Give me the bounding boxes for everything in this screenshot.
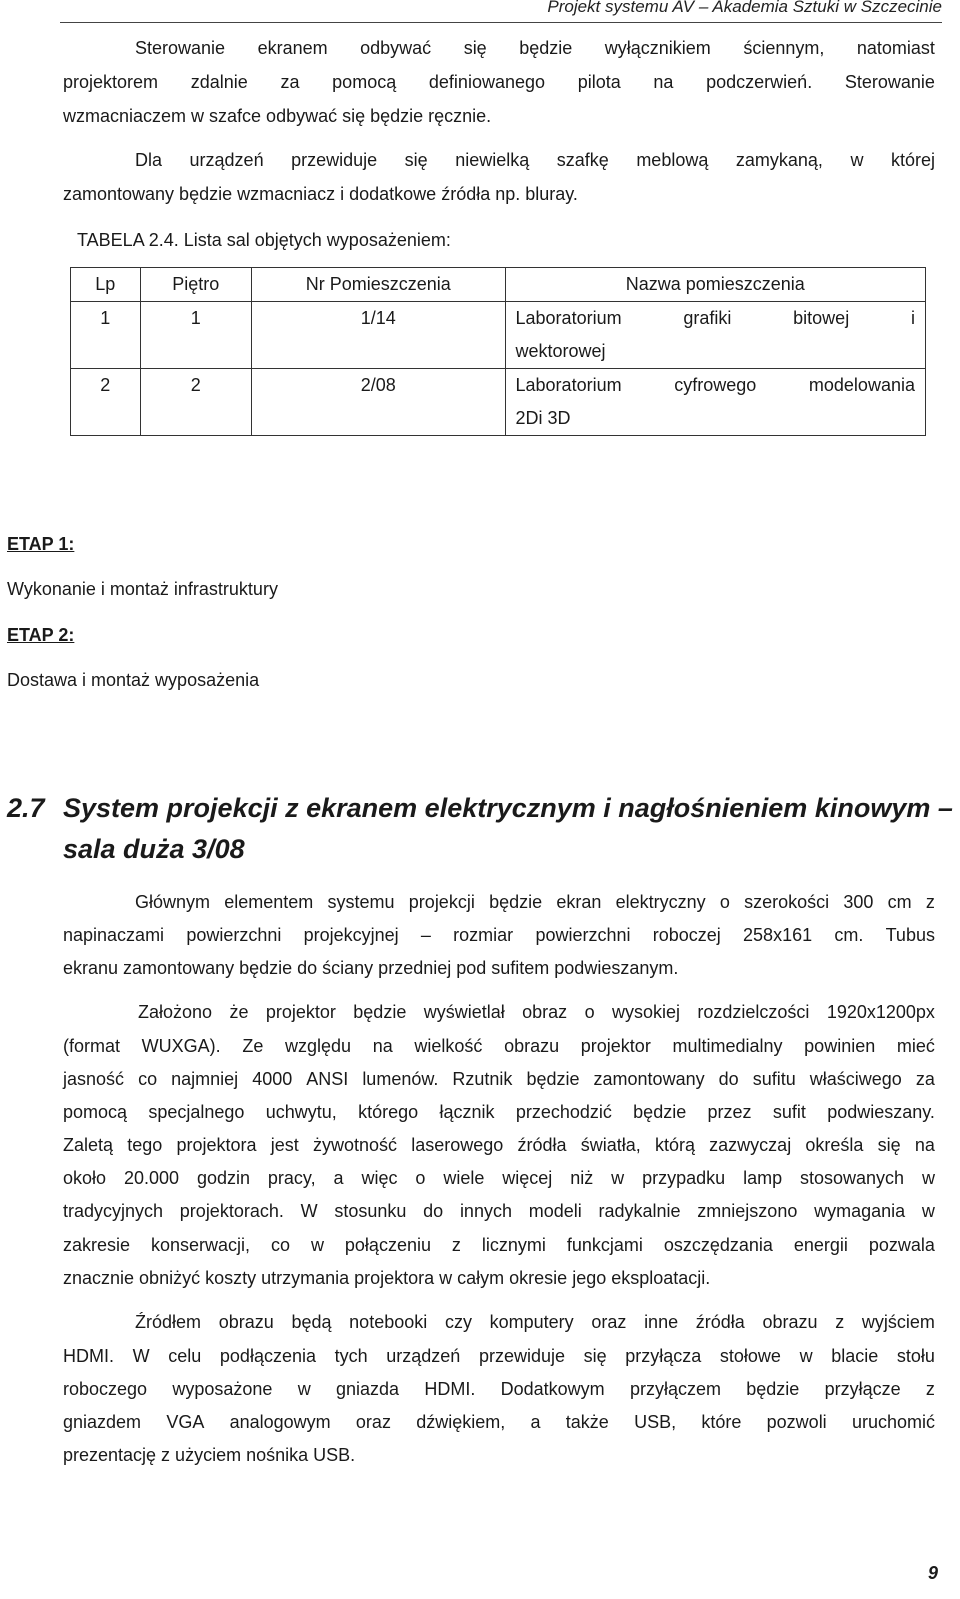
table-header-row (71, 268, 926, 302)
word: w (310, 1235, 324, 1255)
word: w (922, 1168, 935, 1188)
word: wyjściem (861, 1312, 935, 1332)
word: rozdzielczości (697, 1002, 810, 1022)
cell-lp: 2 (71, 369, 141, 436)
cell-room-number: 2/08 (251, 369, 505, 436)
word: 20.000 (123, 1168, 180, 1188)
word: obrazu (504, 1036, 560, 1056)
word: powierzchni (186, 925, 282, 945)
p3-line-4 (63, 1410, 935, 1434)
word: powierzchni (535, 925, 631, 945)
word: gniazda (335, 1379, 400, 1399)
word: Rzutnik (452, 1069, 513, 1089)
cell-floor: 2 (140, 369, 251, 436)
p2-line-1 (138, 1000, 935, 1024)
section-title-line-1: System projekcji z ekranem elektrycznym i nagłośnieniem kinowym – (63, 793, 953, 823)
section-number: 2.7 (7, 793, 45, 823)
word: wielkość (414, 1036, 483, 1056)
word: 1920x1200px (826, 1002, 935, 1022)
word: że (229, 1002, 249, 1022)
word: żywotność (312, 1135, 397, 1155)
word: przewiduje (478, 1346, 565, 1366)
word: systemu (327, 892, 395, 912)
word: celu (168, 1346, 202, 1366)
p2-line-9: znacznie obniżyć koszty utrzymania projektora w całym okresie jego eksploatacji. (63, 1268, 711, 1288)
word: zamykaną, (735, 150, 823, 170)
cell-lp: 1 (71, 302, 141, 369)
word: WUXGA). (141, 1036, 221, 1056)
word: właściwego (809, 1069, 902, 1089)
word: ekran (556, 892, 602, 912)
cell-room-name (505, 302, 925, 369)
word: się (877, 1135, 901, 1155)
word: sufit (772, 1102, 806, 1122)
word: na (372, 1036, 393, 1056)
word: będzie (353, 1002, 407, 1022)
word: szerokości (744, 892, 830, 912)
word: i (910, 308, 915, 328)
word: się (463, 38, 487, 58)
intro-p1-line-3: wzmacniaczem w szafce odbywać się będzie ręcznie. (63, 106, 492, 126)
word: w (297, 1379, 311, 1399)
word: obrazu (762, 1312, 818, 1332)
word: pomocą (332, 72, 397, 92)
word: wymagania (814, 1201, 906, 1221)
word: w (921, 1201, 935, 1221)
etap-1-text: Wykonanie i montaż infrastruktury (7, 579, 278, 599)
word: połączeniu (344, 1235, 431, 1255)
word: więcej (502, 1168, 553, 1188)
word: za (280, 72, 300, 92)
word: 258x161 (743, 925, 813, 945)
word: czy (444, 1312, 472, 1332)
word: będą (291, 1312, 332, 1332)
word: oraz (355, 1412, 391, 1432)
table-caption: TABELA 2.4. Lista sal objętych wyposażeniem: (77, 230, 451, 250)
word: będzie (633, 1102, 687, 1122)
word: komputery (489, 1312, 574, 1332)
word: Zaletą (63, 1135, 114, 1155)
word: projektora (176, 1135, 257, 1155)
word: uchwytu, (265, 1102, 337, 1122)
word: około (63, 1168, 107, 1188)
word: natomiast (856, 38, 935, 58)
word: Założono (138, 1002, 213, 1022)
word: USB, (634, 1412, 677, 1432)
word: z (925, 1379, 935, 1399)
p2-line-4 (63, 1100, 935, 1124)
word: podczerwień. (706, 72, 813, 92)
word: pracy, (267, 1168, 316, 1188)
p2-line-6 (63, 1166, 935, 1190)
word: elementem (224, 892, 314, 912)
word: wiele (443, 1168, 485, 1188)
word: zazwyczaj (709, 1135, 792, 1155)
word: w (799, 1346, 813, 1366)
word: tych (334, 1346, 368, 1366)
header-room-number: Nr Pomieszczenia (251, 268, 505, 302)
word: definiowanego (428, 72, 546, 92)
word: o (415, 1168, 426, 1188)
word: obrazu (218, 1312, 274, 1332)
word: Dla (135, 150, 163, 170)
word: przechodzić (515, 1102, 612, 1122)
word: modelowania (808, 375, 915, 395)
p3-line-3 (63, 1377, 935, 1401)
word: inne (644, 1312, 679, 1332)
word: bitowej (793, 308, 850, 328)
word: (format (63, 1036, 121, 1056)
word: podłączenia (219, 1346, 316, 1366)
word: łącznik (439, 1102, 495, 1122)
word: co (270, 1235, 290, 1255)
intro-p2-line-1 (135, 148, 935, 172)
section-title-line-2: sala duża 3/08 (63, 834, 245, 864)
word: niż (570, 1168, 594, 1188)
table-row (71, 302, 926, 369)
word: projektorach. (179, 1201, 284, 1221)
p1-line-3: ekranu zamontowany będzie do ściany przedniej pod sufitem podwieszanym. (63, 958, 679, 978)
word: o (584, 1002, 595, 1022)
p3-line-2 (63, 1344, 935, 1368)
word: wyłącznikiem (604, 38, 711, 58)
word: pozwoli (766, 1412, 827, 1432)
word: funkcjami (566, 1235, 643, 1255)
word: stosunku (334, 1201, 407, 1221)
word: analogowym (229, 1412, 331, 1432)
word: Ze (242, 1036, 264, 1056)
word: jasność (63, 1069, 125, 1089)
word: Tubus (885, 925, 935, 945)
word: przyłączem (629, 1379, 721, 1399)
word: 4000 (252, 1069, 293, 1089)
word: obraz (522, 1002, 568, 1022)
word: wyświetlał (423, 1002, 505, 1022)
header-floor: Piętro (140, 268, 251, 302)
word: sufitu (752, 1069, 796, 1089)
word: cm. (834, 925, 864, 945)
word: źródła (695, 1312, 745, 1332)
word: a (530, 1412, 541, 1432)
word: ściennym, (743, 38, 825, 58)
word: uruchomić (851, 1412, 935, 1432)
word: także (565, 1412, 609, 1432)
word: modeli (528, 1201, 582, 1221)
word: W (132, 1346, 150, 1366)
p3-line-1 (135, 1310, 935, 1334)
word: a (333, 1168, 344, 1188)
word: co (138, 1069, 158, 1089)
word: multimedialny (672, 1036, 783, 1056)
word: blacie (831, 1346, 879, 1366)
word: ANSI (306, 1069, 349, 1089)
word: rozmiar (453, 925, 514, 945)
word: Sterowanie (844, 72, 935, 92)
table-row (71, 369, 926, 436)
cell-floor: 1 (140, 302, 251, 369)
word: stołu (896, 1346, 935, 1366)
word: oraz (591, 1312, 627, 1332)
word: VGA (166, 1412, 205, 1432)
p1-line-2 (63, 923, 935, 947)
cell-room-name (505, 369, 925, 436)
running-header: Projekt systemu AV – Akademia Sztuki w Szczecinie (547, 0, 942, 16)
header-divider (60, 22, 942, 23)
word: Głównym (135, 892, 211, 912)
etap-2-label: ETAP 2: (7, 625, 75, 645)
word: – (420, 925, 431, 945)
word: energii (793, 1235, 848, 1255)
word: grafiki (683, 308, 732, 328)
word: stosowanych (800, 1168, 905, 1188)
intro-p1-line-2 (63, 70, 935, 94)
page-number: 9 (927, 1563, 938, 1583)
word: gniazdem (63, 1412, 142, 1432)
cell-room-number: 1/14 (251, 302, 505, 369)
word: którego (358, 1102, 419, 1122)
word: zamontowany (593, 1069, 705, 1089)
word: powinien (804, 1036, 876, 1056)
word: lumenów. (362, 1069, 439, 1089)
word: wyposażone (172, 1379, 273, 1399)
word: HDMI. (63, 1346, 114, 1366)
word: napinaczami (63, 925, 165, 945)
word: Laboratorium (515, 375, 622, 395)
word: do (423, 1201, 444, 1221)
word: do (718, 1069, 739, 1089)
word: podwieszany. (827, 1102, 935, 1122)
word: licznymi (481, 1235, 546, 1255)
word: pozwala (868, 1235, 935, 1255)
p2-line-8 (63, 1233, 935, 1257)
word: elektryczny (615, 892, 706, 912)
rooms-table (70, 267, 926, 436)
word: przyłącze (824, 1379, 901, 1399)
word: w (850, 150, 864, 170)
p2-line-2 (63, 1034, 935, 1058)
word: konserwacji, (150, 1235, 251, 1255)
word: więc (361, 1168, 398, 1188)
intro-p2-line-2: zamontowany będzie wzmacniacz i dodatkowe źródła np. bluray. (63, 184, 578, 204)
word: radykalnie (598, 1201, 681, 1221)
word: szafkę (556, 150, 609, 170)
word: HDMI. (424, 1379, 476, 1399)
intro-p1-line-1 (135, 36, 935, 60)
etap-1-label: ETAP 1: (7, 534, 75, 554)
word: zdalnie (190, 72, 248, 92)
word: pomocą (63, 1102, 128, 1122)
word: projektorem (63, 72, 159, 92)
word: meblową (636, 150, 709, 170)
word: w (611, 1168, 625, 1188)
word: o (719, 892, 730, 912)
word: roboczego (63, 1379, 148, 1399)
word: najmniej (171, 1069, 239, 1089)
word: przyłącza (625, 1346, 702, 1366)
word: się (404, 150, 428, 170)
word: oszczędzania (663, 1235, 773, 1255)
room-name-line-1 (516, 302, 915, 335)
room-name-line-1 (516, 369, 915, 402)
word: której (890, 150, 935, 170)
p2-line-7 (63, 1199, 935, 1223)
word: z (835, 1312, 845, 1332)
word: dźwiękiem, (416, 1412, 506, 1432)
word: Sterowanie (135, 38, 226, 58)
p2-line-5 (63, 1133, 935, 1157)
word: Dodatkowym (500, 1379, 605, 1399)
word: przez (707, 1102, 752, 1122)
header-lp: Lp (71, 268, 141, 302)
word: będzie (519, 38, 573, 58)
word: przewiduje (291, 150, 378, 170)
word: względu (285, 1036, 352, 1056)
word: pilota (577, 72, 621, 92)
word: lamp (743, 1168, 783, 1188)
word: projektor (265, 1002, 336, 1022)
word: cm (887, 892, 912, 912)
p1-line-1 (135, 890, 935, 914)
word: którą (654, 1135, 695, 1155)
p3-line-5: prezentację z użyciem nośnika USB. (63, 1445, 356, 1465)
word: urządzeń (386, 1346, 461, 1366)
word: 300 (843, 892, 874, 912)
etap-2-text: Dostawa i montaż wyposażenia (7, 670, 260, 690)
word: specjalnego (148, 1102, 245, 1122)
word: innych (459, 1201, 512, 1221)
word: W (300, 1201, 318, 1221)
word: przypadku (642, 1168, 726, 1188)
word: tradycyjnych (63, 1201, 164, 1221)
word: będzie (526, 1069, 580, 1089)
word: określa (805, 1135, 864, 1155)
header-room-name: Nazwa pomieszczenia (505, 268, 925, 302)
word: źródła (517, 1135, 567, 1155)
word: tego (127, 1135, 163, 1155)
word: roboczej (652, 925, 721, 945)
word: będzie (746, 1379, 800, 1399)
word: projekcji (408, 892, 475, 912)
word: Źródłem (135, 1312, 202, 1332)
p2-line-3 (63, 1067, 935, 1091)
word: projekcyjnej (303, 925, 399, 945)
word: jest (270, 1135, 299, 1155)
word: z (925, 892, 935, 912)
word: urządzeń (189, 150, 264, 170)
word: projektor (580, 1036, 651, 1056)
word: ekranem (257, 38, 328, 58)
room-name-line-2: wektorowej (515, 341, 606, 361)
word: z (451, 1235, 461, 1255)
word: na (653, 72, 674, 92)
word: na (914, 1135, 935, 1155)
word: za (915, 1069, 935, 1089)
word: które (701, 1412, 742, 1432)
word: stołowe (719, 1346, 781, 1366)
room-name-line-2: 2Di 3D (515, 408, 571, 428)
word: cyfrowego (674, 375, 757, 395)
word: światła, (580, 1135, 641, 1155)
word: zakresie (63, 1235, 131, 1255)
word: się (583, 1346, 607, 1366)
word: laserowego (411, 1135, 504, 1155)
word: godzin (196, 1168, 250, 1188)
word: niewielką (455, 150, 530, 170)
word: mieć (896, 1036, 935, 1056)
word: Laboratorium (515, 308, 622, 328)
word: zmniejszono (697, 1201, 798, 1221)
word: będzie (489, 892, 543, 912)
word: wysokiej (611, 1002, 680, 1022)
word: notebooki (349, 1312, 428, 1332)
word: odbywać (360, 38, 432, 58)
